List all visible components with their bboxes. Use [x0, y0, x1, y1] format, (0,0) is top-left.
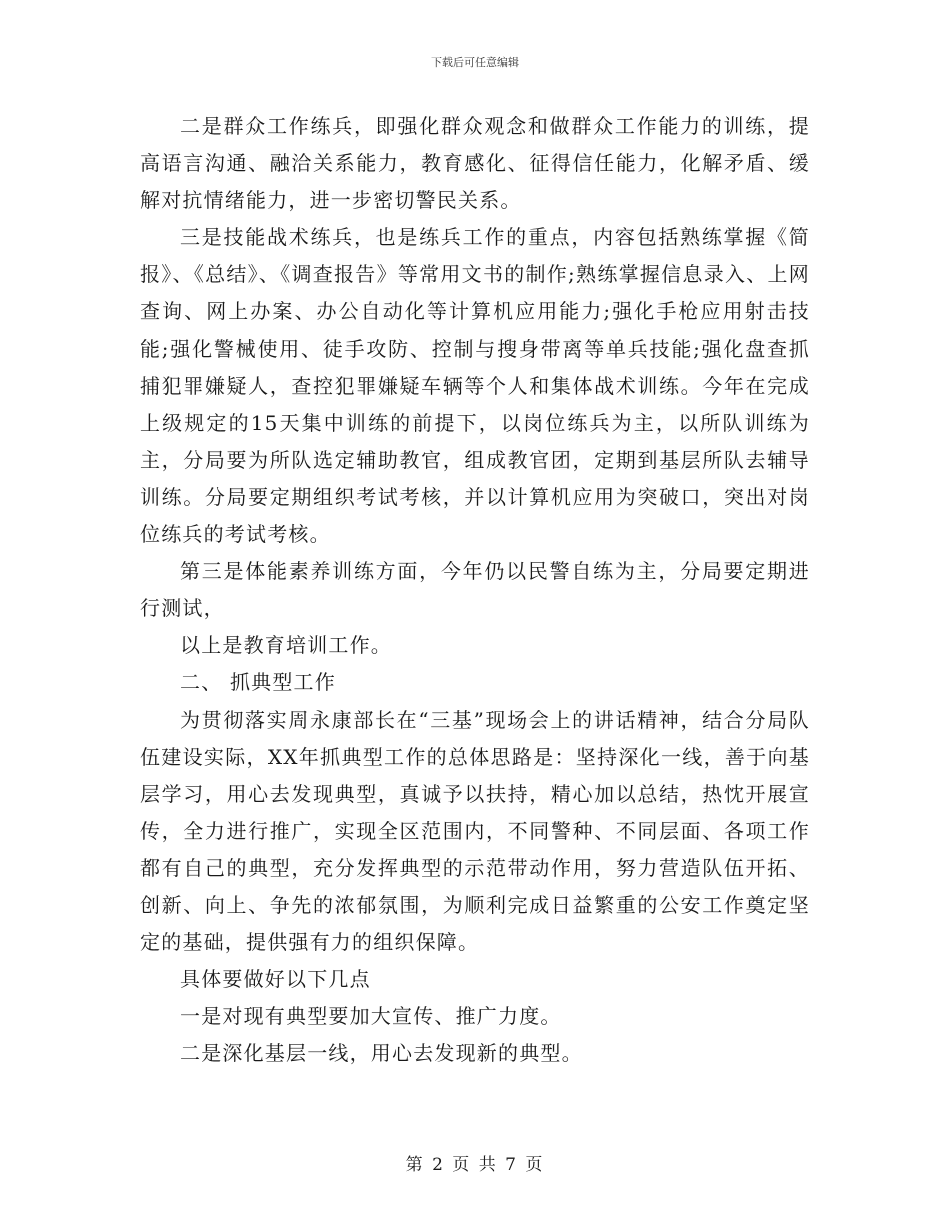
paragraph-point-two: 二是深化基层一线，用心去发现新的典型。: [180, 1041, 583, 1066]
paragraph-mass-work-training: 二是群众工作练兵，即强化群众观念和做群众工作能力的训练，提高语言沟通、融洽关系能力，教育感化、征得信任能力，化解矛盾、缓解对抗情绪能力，进一步密切警民关系。: [140, 114, 810, 213]
paragraph-skills-tactics-training: 三是技能战术练兵，也是练兵工作的重点，内容包括熟练掌握《简报》、《总结》、《调查报告》等常用文书的制作;熟练掌握信息录入、上网查询、网上办案、办公自动化等计算机应用能力;强化手枪应用射击技能;强化警械使用、徒手攻防、控制与搜身带离等单兵技能;强化盘查抓捕犯罪嫌疑人，查控犯罪嫌疑车辆等个人和集体战术训练。今年在完成上级规定的15天集中训练的前提下，以岗位练兵为主，以所队训练为主，分局要为所队选定辅助教官，组成教官团，定期到基层所队去辅导训练。分局要定期组织考试考核，并以计算机应用为突破口，突出对岗位练兵的考试考核。: [140, 225, 810, 547]
section-heading-typical-work: 二、 抓典型工作: [180, 670, 336, 695]
paragraph-typical-work-approach: 为贯彻落实周永康部长在“三基”现场会上的讲话精神，结合分局队伍建设实际，XX年抓典型工作的总体思路是：坚持深化一线，善于向基层学习，用心去发现典型，真诚予以扶持，精心加以总结，热忱开展宣传，全力进行推广，实现全区范围内，不同警种、不同层面、各项工作都有自己的典型，充分发挥典型的示范带动作用，努力营造队伍开拓、创新、向上、争先的浓郁氛围，为顺利完成日益繁重的公安工作奠定坚定的基础，提供强有力的组织保障。: [140, 707, 810, 955]
header-note: 下载后可任意编辑: [431, 56, 519, 69]
paragraph-specific-points: 具体要做好以下几点: [180, 967, 371, 992]
paragraph-point-one: 一是对现有典型要加大宣传、推广力度。: [180, 1004, 562, 1029]
paragraph-education-summary: 以上是教育培训工作。: [180, 633, 392, 658]
paragraph-physical-training: 第三是体能素养训练方面，今年仍以民警自练为主，分局要定期进行测试，: [140, 559, 810, 621]
document-body: [140, 108, 810, 1072]
page-number: 第 2 页 共 7 页: [405, 1155, 545, 1175]
